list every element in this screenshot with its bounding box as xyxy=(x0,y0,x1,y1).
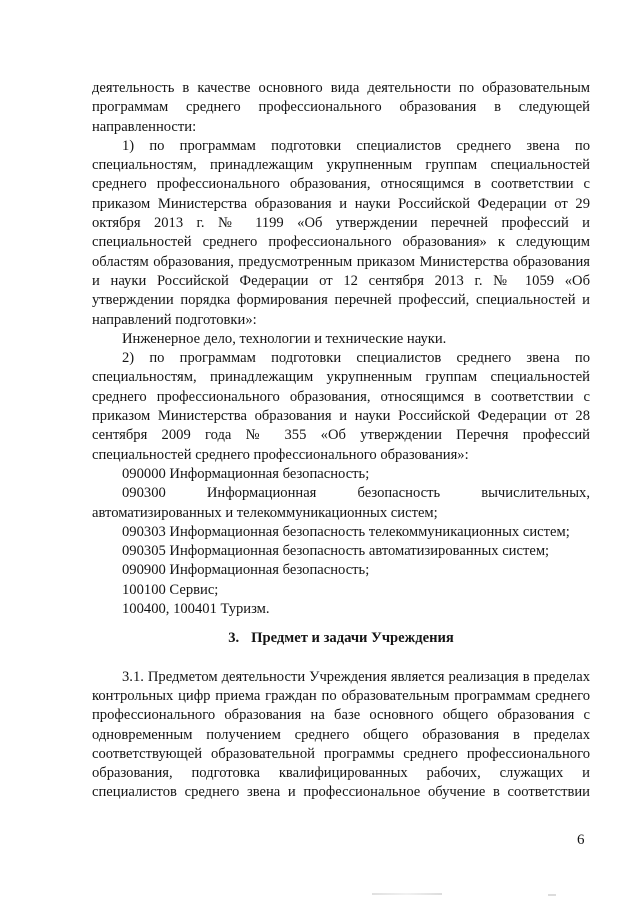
document-page xyxy=(92,79,590,803)
paragraph-3-1: 3.1. Предметом деятельности Учреждения является реализация в пределах контрольных цифр приема граждан по образовательным программам среднего профессионального образования на базе основного общего образования с одновременным получением среднего общего образования в пределах соответствующей образовательной программы среднего профессионального образования, подготовка квалифицированных рабочих, служащих и специалистов среднего звена и профессиональное обучение в соответствии xyxy=(92,668,590,801)
list-item-090300-word2: безопасность xyxy=(357,485,441,502)
list-item-090305: 090305 Информационная безопасность автоматизированных систем; xyxy=(122,543,550,560)
list-item-090300-word3: вычислительных, xyxy=(481,485,590,502)
paragraph-engineering: Инженерное дело, технологии и технические науки. xyxy=(122,330,447,347)
list-item-090300-code: 090300 xyxy=(122,485,166,502)
list-item-100400: 100400, 100401 Туризм. xyxy=(122,601,270,618)
paragraph-item-2: 2) по программам подготовки специалистов среднего звена по специальностям, принадлежащим укрупненным группам специальностей среднего профессионального образования, относящимся в соответствии с приказом Министерства образования и науки Российской Федерации от 28 сентября 2009 года № 355 «Об утверждении Перечня профессий специальностей среднего профессионального образования»: xyxy=(92,350,590,463)
scan-artifact xyxy=(372,893,442,895)
page-number: 6 xyxy=(577,832,585,848)
list-item-090300-word1: Информационная xyxy=(206,485,317,502)
section-3-number: 3. xyxy=(228,630,240,647)
section-3-heading xyxy=(92,629,590,648)
list-item-090300 xyxy=(92,484,590,503)
list-item-090000: 090000 Информационная безопасность; xyxy=(122,465,370,482)
paragraph-intro: деятельность в качестве основного вида деятельности по образовательным программам среднего профессионального образования в следующей направленности: xyxy=(92,80,590,135)
spacer xyxy=(92,659,590,668)
scan-artifact-dot xyxy=(548,894,556,896)
section-3-title: Предмет и задачи Учреждения xyxy=(251,630,454,647)
list-item-090300-continuation: автоматизированных и телекоммуникационных систем; xyxy=(92,504,438,521)
list-item-100100: 100100 Сервис; xyxy=(122,581,219,598)
list-item-090900: 090900 Информационная безопасность; xyxy=(122,562,370,579)
paragraph-item-1: 1) по программам подготовки специалистов среднего звена по специальностям, принадлежащим укрупненным группам специальностей среднего профессионального образования, относящимся в соответствии с приказом Министерства образования и науки Российской Федерации от 29 октября 2013 г. № 1199 «Об утверждении перечней профессий и специальностей среднего профессионального образования» к следующим областям образования, предусмотренным приказом Министерства образования и науки Российской Федерации от 12 сентября 2013 г. № 1059 «Об утверждении порядка формирования перечней профессий, специальностей и направлений подготовки»: xyxy=(92,137,590,328)
list-item-090303: 090303 Информационная безопасность телекоммуникационных систем; xyxy=(122,523,570,540)
